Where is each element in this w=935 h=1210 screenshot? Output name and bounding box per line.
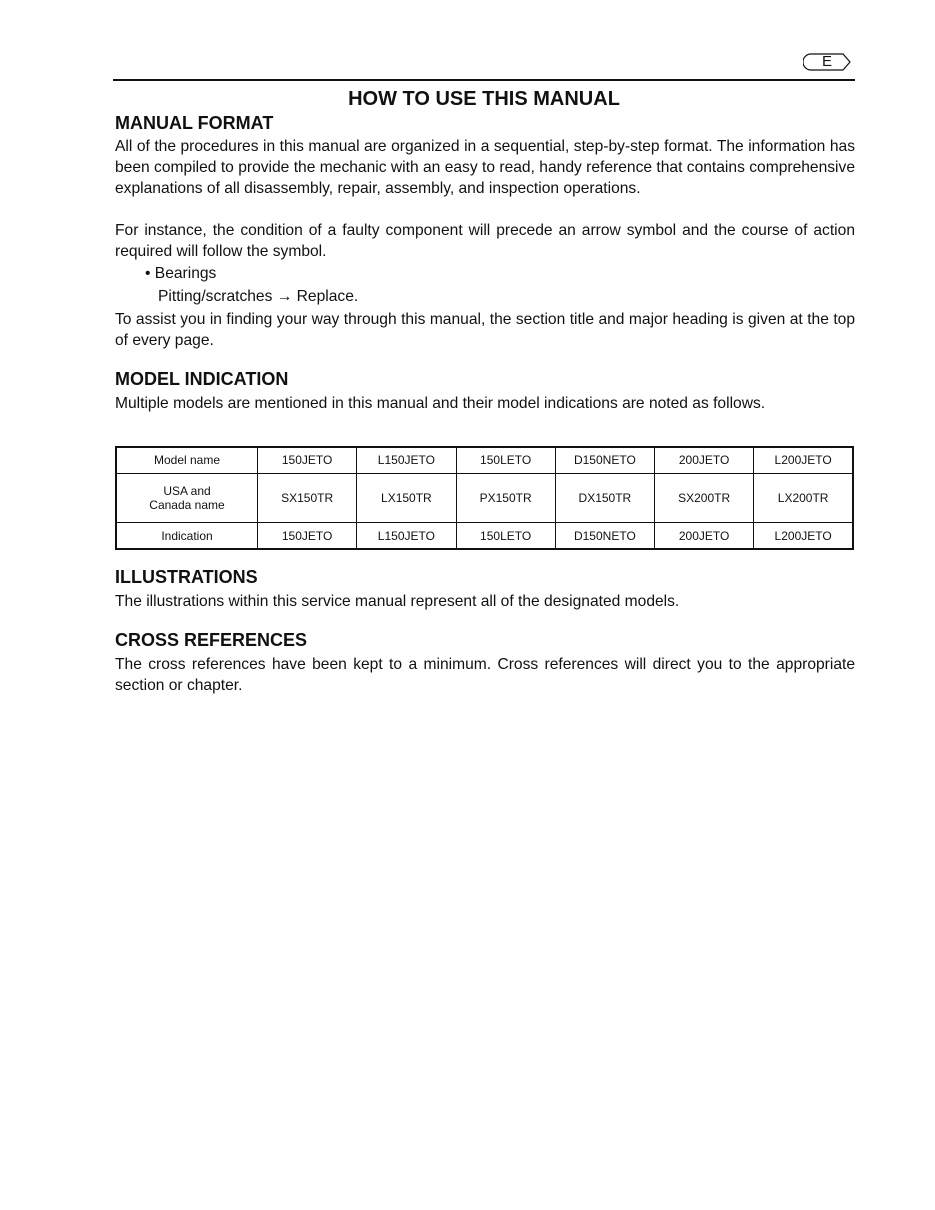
table-cell: 150JETO (258, 447, 357, 473)
table-row (116, 473, 853, 522)
table-cell: D150NETO (555, 523, 654, 549)
page-title: HOW TO USE THIS MANUAL (348, 88, 620, 110)
cross-references-heading: CROSS REFERENCES (115, 630, 308, 650)
table-cell: D150NETO (555, 447, 654, 473)
table-cell: 150JETO (258, 523, 357, 549)
model-indication-intro: Multiple models are mentioned in this manual and their model indications are noted as follows. (115, 395, 766, 412)
row-label (116, 473, 258, 522)
table-cell: DX150TR (555, 473, 654, 522)
table-cell: L150JETO (357, 523, 456, 549)
row-label: Indication (116, 523, 258, 549)
table-cell: PX150TR (456, 473, 555, 522)
manual-format-paragraph-2: For instance, the condition of a faulty component will precede an arrow symbol and the course of action required will follow the symbol. (115, 222, 855, 260)
cross-references-text: The cross references have been kept to a minimum. Cross references will direct you to the appropriate section or chapter. (115, 656, 855, 694)
manual-format-heading: MANUAL FORMAT (115, 113, 274, 133)
table-cell: SX200TR (655, 473, 754, 522)
table-row (116, 523, 853, 549)
manual-format-paragraph-1: All of the procedures in this manual are organized in a sequential, step-by-step format. The information has been compiled to provide the mechanic with an easy to read, handy reference that contains comprehensive explanations of all disassembly, repair, assembly, and inspection operations. (115, 138, 855, 197)
row-label-line-1: USA and (163, 483, 211, 498)
table-cell: LX200TR (754, 473, 853, 522)
illustrations-text: The illustrations within this service manual represent all of the designated models. (115, 593, 680, 610)
table-cell: 200JETO (655, 447, 754, 473)
manual-format-paragraph-3: To assist you in finding your way through this manual, the section title and major heading is given at the top of every page. (115, 311, 855, 349)
model-indication-heading: MODEL INDICATION (115, 369, 289, 389)
model-table (115, 446, 854, 550)
table-cell: LX150TR (357, 473, 456, 522)
table-cell: L200JETO (754, 447, 853, 473)
row-label: Model name (153, 453, 221, 468)
language-badge (803, 53, 851, 71)
table-cell: L150JETO (357, 447, 456, 473)
table-cell: 150LETO (456, 447, 555, 473)
table-row (116, 447, 853, 473)
bullet-item: • Bearings (145, 265, 217, 282)
example-line: Pitting/scratches → Replace. (158, 288, 359, 305)
table-cell: 200JETO (655, 523, 754, 549)
language-badge-label: E (821, 53, 832, 70)
header-rule (113, 79, 855, 81)
table-cell: SX150TR (258, 473, 357, 522)
illustrations-heading: ILLUSTRATIONS (115, 567, 258, 587)
row-label-line-2: Canada name (149, 497, 225, 512)
table-cell: 150LETO (456, 523, 555, 549)
table-cell: L200JETO (754, 523, 853, 549)
